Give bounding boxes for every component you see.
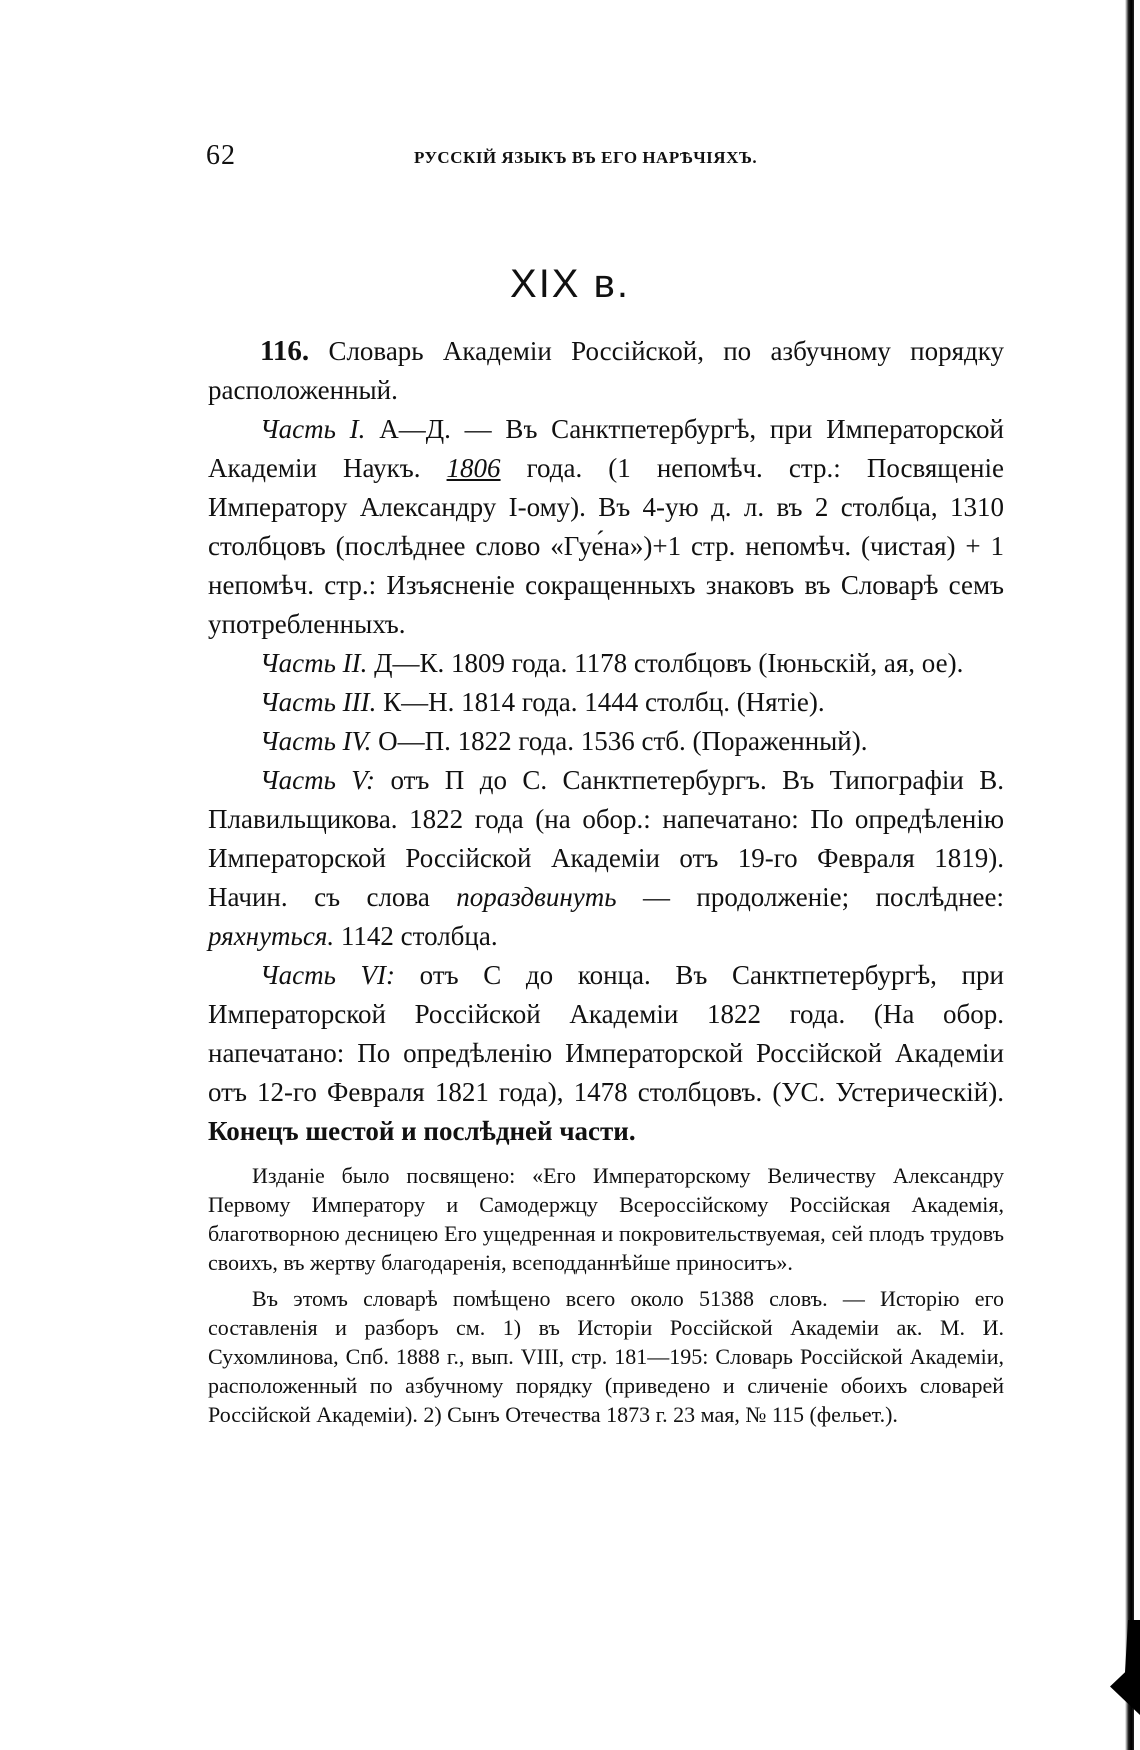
part-year: 1806 <box>446 453 501 483</box>
part-text: А—Д. — Въ Санктпетербургѣ, при Императорской Академіи Наукъ. <box>208 414 1004 483</box>
part-2 <box>208 644 1004 683</box>
part-3 <box>208 683 1004 722</box>
part-1 <box>208 410 1004 644</box>
part-text: 1142 столбца. <box>334 921 498 951</box>
part-4 <box>208 722 1004 761</box>
part-label: Часть V: <box>260 765 376 795</box>
part-5 <box>208 761 1004 956</box>
entry-title: Словарь Академіи Россійской, по азбучному порядку расположенный. <box>208 336 1005 405</box>
part-label: Часть VI: <box>260 960 396 990</box>
page-number: 62 <box>206 140 236 171</box>
part-text: отъ С до конца. Въ Санктпетербургѣ, при Императорской Россійской Академіи 1822 года. (На обор. напечатано: По опредѣленію Императорской Россійской Академіи отъ 12-го Февраля 1821 года), 1478 столбцовъ. (УС. Устерическій). <box>208 960 1004 1107</box>
part-text: — продолженіе; послѣднее: <box>616 882 1004 912</box>
part-text: К—Н. 1814 года. 1444 столбц. (Нятіе). <box>376 687 825 717</box>
note-dedication: Изданіе было посвящено: «Его Императорскому Величеству Александру Первому Императору и Самодержцу Всероссійскому Россійская Академія, благотворною десницею Его ущедренная и покровительствуемая, сей плодъ трудовъ своихъ, въ жертву благодаренія, всеподданнѣйше приноситъ». <box>208 1163 1004 1275</box>
part-label: Часть III. <box>260 687 377 717</box>
last-word: ряхнуться. <box>208 921 335 951</box>
part-label: Часть IV. <box>260 726 372 756</box>
part-text: года. (1 непомѣч. стр.: Посвященіе Императору Александру I-ому). Въ 4-ую д. л. въ 2 столбца, 1310 столбцовъ (послѣднее слово «Гуе́на»)+1 стр. непомѣч. (чистая) + 1 непомѣч. стр.: Изъясненіе сокращенныхъ знаковъ въ Словарѣ семъ употребленныхъ. <box>208 453 1004 639</box>
part-label: Часть I. <box>260 414 366 444</box>
part-text: О—П. 1822 года. 1536 стб. (Пораженный). <box>371 726 868 756</box>
part-6 <box>208 956 1004 1151</box>
part-label: Часть II. <box>260 648 368 678</box>
entry-body <box>208 332 1004 1429</box>
closing-note: Конецъ шестой и послѣдней части. <box>208 1116 636 1146</box>
section-title: XIX в. <box>510 262 630 306</box>
note-references: Въ этомъ словарѣ помѣщено всего около 51388 словъ. — Исторію его составленія и разборъ см. 1) въ Исторіи Россійской Академіи ак. М. И. Сухомлинова, Спб. 1888 г., вып. VIII, стр. 181—195: Словарь Россійской Академіи, расположенный по азбучному порядку (приведено и сличеніе обоихъ словарей Россійской Академіи). 2) Сынъ Отечества 1873 г. 23 мая, № 115 (фельет.). <box>208 1286 1004 1427</box>
running-title: РУССКІЙ ЯЗЫКЪ ВЪ ЕГО НАРѢЧІЯХЪ. <box>414 148 758 167</box>
first-word: пораздвинуть <box>456 882 617 912</box>
part-text: Д—К. 1809 года. 1178 столбцовъ (Іюньскій, ая, ое). <box>367 648 964 678</box>
part-text: отъ П до С. Санктпетербургъ. Въ Типографіи В. Плавильщикова. 1822 года (на обор.: напечатано: По опредѣленію Императорской Россійской Академіи отъ 19-го Февраля 1819). Начин. съ слова <box>208 765 1004 912</box>
entry-heading <box>208 332 1004 410</box>
notes <box>208 1161 1004 1429</box>
entry-number: 116. <box>260 335 310 367</box>
running-header <box>206 140 926 176</box>
